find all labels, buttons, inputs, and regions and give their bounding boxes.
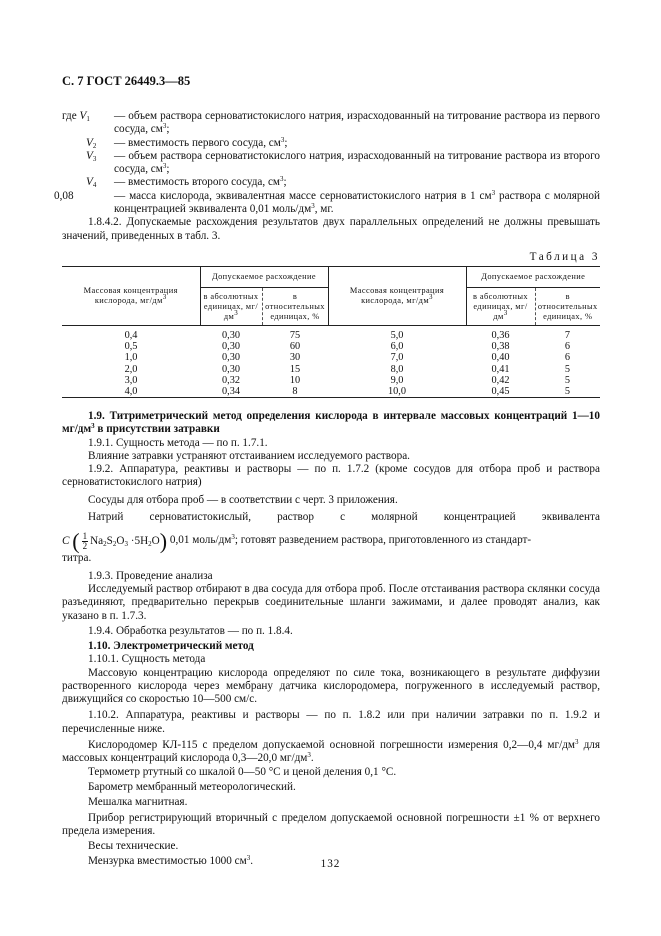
table-row: 1,0 0,30 30 7,0 0,40 6 [124,352,571,364]
header-allowed-1: Допускаемое расхождение [200,267,328,288]
paragraph-sodium: Натрий серноватистокислый, раствор с молярной концентрацией эквивалента [88,511,600,524]
table-row: 0,5 0,30 60 6,0 0,38 6 [124,341,571,353]
paragraph-1-9-1: 1.9.1. Сущность метода — по п. 1.7.1. [88,436,268,449]
paragraph-thermometer: Термометр ртутный со шкалой 0—50 °С и ценой деления 0,1 °С. [88,765,397,778]
header-abs-2: в абсолютных единицах, мг/дм [473,291,528,321]
paragraph-recorder: Прибор регистрирующий вторичный с пределом допускаемой основной погрешности ±1 % от верхнего предела измерения. [62,811,600,837]
paragraph-barometer: Барометр мембранный метеорологический. [88,780,296,793]
where-label: где [62,110,77,122]
paragraph-measuring-cylinder: Мензурка вместимостью 1000 $см^3$. [88,854,253,868]
definition-v2: $V_2$ — вместимость первого сосуда, $см^3$; [86,135,288,150]
section-1-10 [62,640,600,869]
header-concentration-2: Массовая концентрация кислорода, мг/дм [349,286,445,305]
header-rel-1: в относительных единицах, % [262,288,328,326]
table-row: 3,0 0,32 10 9,0 0,42 5 [124,374,571,386]
formula-line: C ( $\frac{1}{2}$ $Na_2S_2O_3 \cdot 5H_2O$) 0,01 моль/$дм^3$; готовят разведением раствора, приготовленного из стандарт- [62,528,532,553]
formula: C ( $\frac{1}{2}$ $Na_2S_2O_3 \cdot 5H_2O$) [62,528,168,553]
page-header: С. 7 ГОСТ 26449.3—85 [62,74,191,88]
table-row: 4,0 0,34 8 10,0 0,45 5 [62,386,600,398]
paragraph-1-8-4-2: 1.8.4.2. Допускаемые расхождения результатов двух параллельных определений не должны превышать значений, приведенных в табл. 3. [62,216,600,242]
formula-continuation: титра. [62,552,92,565]
paragraph-scales: Весы технические. [88,840,179,853]
paragraph-1-9-4: 1.9.4. Обработка результатов — по п. 1.8.4. [88,624,293,637]
section-1-9 [62,410,600,638]
table-caption: Таблица 3 [529,251,600,263]
paragraph-1-9-3: 1.9.3. Проведение анализа [88,569,213,582]
paragraph-1-10-1: 1.10.1. Сущность метода [88,653,206,666]
section-1-9-title: 1.9. Титриметрический метод определения кислорода в интервале массовых концентраций 1—10 $мг/дм^3$ в присутствии затравки [62,410,600,436]
table-row: 0,4 0,30 75 5,0 0,36 7 [124,330,571,341]
paragraph-mass-concentration: Массовую концентрацию кислорода определяют по силе тока, возникающего в результате диффузии растворенного кислорода через мембрану датчика кислородомера, погруженного в исследуемый раствор, движущийся со скоростью 10—500 см/с. [62,666,600,706]
page-number: 132 [320,858,341,870]
section-1-10-title: 1.10. Электрометрический метод [88,640,254,652]
definition-v3: $V_3$ — объем раствора серноватистокислого натрия, израсходованный на титрование раствора из второго сосуда, $см^3$; [86,149,600,176]
header-allowed-2: Допускаемое расхождение [466,267,600,288]
definition-coefficient: 0,08 — масса кислорода, эквивалентная массе серноватистокислого натрия в 1 $см^3$ раствора с молярной концентрацией эквивалента 0,01 моль/$дм^3$, мг. [54,188,600,216]
paragraph-oxygen-meter: Кислородомер КЛ-115 с пределом допускаемой основной погрешности измерения 0,2—0,4 $мг/дм^3$ для массовых концентраций кислорода 0,3—20,0 $мг/дм^3$. [62,738,600,765]
paragraph-1-10-2: 1.10.2. Аппаратура, реактивы и растворы — по п. 1.8.2 или при наличии затравки по п. 1.9.2 и перечисленные ниже. [62,709,600,735]
definition-v4: $V_4$ — вместимость второго сосуда, $см^3$; [86,175,287,190]
paragraph-seed-influence: Влияние затравки устраняют отстаиванием исследуемого раствора. [88,449,410,462]
header-abs-1: в абсолютных единицах, мг/дм [203,291,259,321]
paragraph-mixer: Мешалка магнитная. [88,796,188,809]
header-rel-2: в относительных единицах, % [535,288,600,326]
tolerance-table: Массовая концентрация кислорода, $мг/дм^3$ Допускаемое расхождение Массовая концентрация кислорода, $мг/дм^3$ Допускаемое расхождение в абсолютных единицах, $мг/дм^3$ в относительных единицах, % в абсолютных единицах, $мг/дм^3$ в относительных единицах, % 0,4 0,30 75 5,0 0,36 7 0,5 0,30 60 6,0 0,38 6 1,0 0,30 30 7,0 0,40 6 2,0 0,30 15 8,0 0,41 5 3,0 0,32 10 9,0 0,42 5 4,0 0,34 8 10,0 0,45 5 [62,266,600,398]
definition-v1: где $V_1$ — объем раствора серноватистокислого натрия, израсходованный на титрование раствора из первого сосуда, $см^3$; [62,110,600,136]
variable-definitions [54,110,600,243]
paragraph-vessels: Сосуды для отбора проб — в соответствии с черт. 3 приложения. [88,493,398,506]
paragraph-1-9-2: 1.9.2. Аппаратура, реактивы и растворы — по п. 1.7.2 (кроме сосудов для отбора проб и раствора серноватистокислого натрия) [62,463,600,489]
header-concentration: Массовая концентрация кислорода, мг/дм [83,286,178,305]
paragraph-sampling: Исследуемый раствор отбирают в два сосуда для отбора проб. После отстаивания раствора склянки сосуда разъединяют, предварительно перекрыв соединительные шланги зажимами, и далее проводят анализ, как указано в п. 1.7.3. [62,582,600,622]
table-row: 2,0 0,30 15 8,0 0,41 5 [124,363,571,375]
